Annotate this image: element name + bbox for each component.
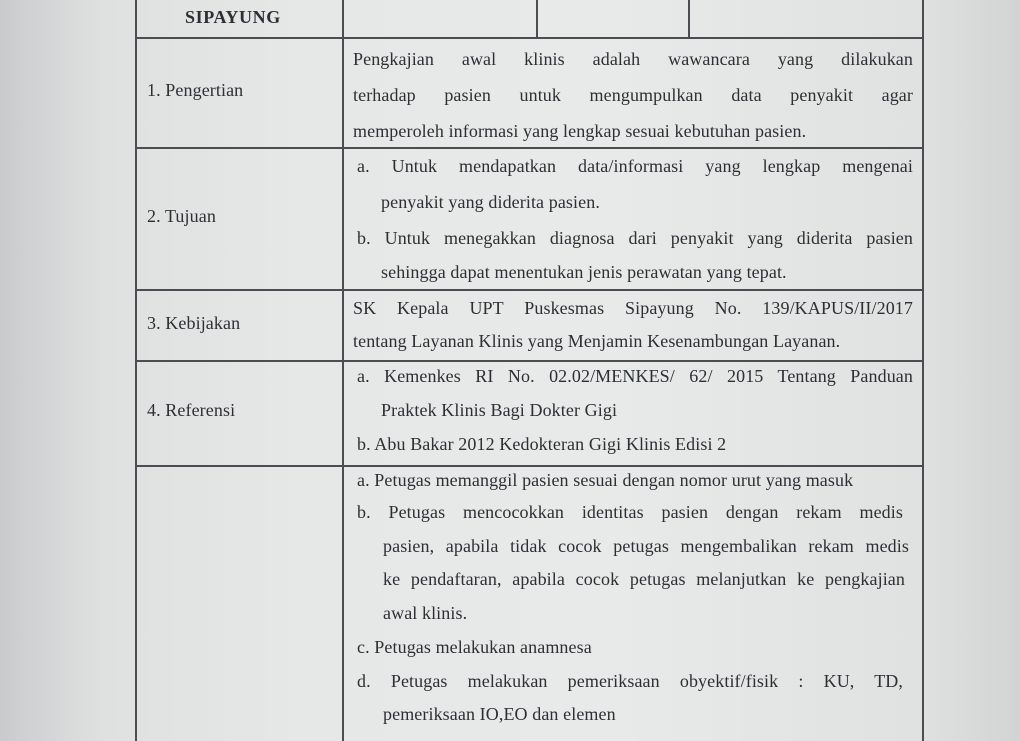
row-divider (135, 147, 923, 149)
langkah-item-c: c. Petugas melakukan anamnesa (357, 637, 592, 657)
row-label-referensi: 4. Referensi (147, 400, 236, 420)
row-divider (135, 289, 923, 291)
tujuan-item-a: a. Untuk mendapatkan data/informasi yang lengkap mengenai (357, 156, 913, 176)
row-divider (135, 360, 923, 362)
langkah-item-d-cont: pemeriksaan IO,EO dan elemen (383, 704, 616, 724)
table-border-left (135, 0, 137, 741)
table-column-divider (342, 0, 344, 741)
referensi-item-a-cont: Praktek Klinis Bagi Dokter Gigi (381, 400, 618, 420)
langkah-item-b: b. Petugas mencocokkan identitas pasien dengan rekam medis (357, 502, 903, 522)
row-divider (135, 37, 923, 39)
referensi-item-a: a. Kemenkes RI No. 02.02/MENKES/ 62/ 2015 Tentang Panduan (357, 366, 913, 386)
pengertian-text-line: memperoleh informasi yang lengkap sesuai kebutuhan pasien. (353, 121, 807, 141)
pengertian-text-line: Pengkajian awal klinis adalah wawancara yang dilakukan (353, 49, 913, 69)
row-label-tujuan: 2. Tujuan (147, 206, 216, 226)
tujuan-item-a-cont: penyakit yang diderita pasien. (381, 192, 600, 212)
referensi-item-b: b. Abu Bakar 2012 Kedokteran Gigi Klinis Edisi 2 (357, 434, 727, 454)
tujuan-item-b-cont: sehingga dapat menentukan jenis perawatan yang tepat. (381, 262, 787, 282)
header-cell-divider (688, 0, 690, 38)
organization-name: SIPAYUNG (185, 7, 281, 27)
row-label-pengertian: 1. Pengertian (147, 80, 244, 100)
langkah-item-b-cont: awal klinis. (383, 603, 468, 623)
langkah-item-d: d. Petugas melakukan pemeriksaan obyektif/fisik : KU, TD, (357, 671, 903, 691)
row-label-kebijakan: 3. Kebijakan (147, 313, 241, 333)
kebijakan-text-line: tentang Layanan Klinis yang Menjamin Kesenambungan Layanan. (353, 331, 841, 351)
langkah-item-a: a. Petugas memanggil pasien sesuai dengan nomor urut yang masuk (357, 470, 854, 490)
pengertian-text-line: terhadap pasien untuk mengumpulkan data penyakit agar (353, 85, 913, 105)
table-border-right (922, 0, 924, 741)
row-divider (135, 465, 923, 467)
tujuan-item-b: b. Untuk menegakkan diagnosa dari penyakit yang diderita pasien (357, 228, 913, 248)
langkah-item-b-cont: pasien, apabila tidak cocok petugas mengembalikan rekam medis (383, 536, 909, 556)
kebijakan-text-line: SK Kepala UPT Puskesmas Sipayung No. 139/KAPUS/II/2017 (353, 298, 913, 318)
langkah-item-b-cont: ke pendaftaran, apabila cocok petugas melanjutkan ke pengkajian (383, 569, 905, 589)
header-cell-divider (536, 0, 538, 38)
